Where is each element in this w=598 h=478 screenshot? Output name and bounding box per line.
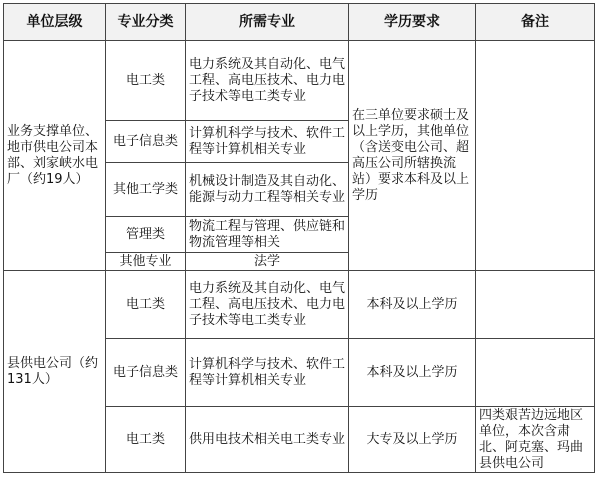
category-cell: 其他工学类 <box>106 163 186 217</box>
education-cell: 大专及以上学历 <box>349 407 476 473</box>
header-unit-level: 单位层级 <box>4 4 106 41</box>
category-cell: 其他专业 <box>106 253 186 271</box>
unit-level-cell: 业务支撑单位、地市供电公司本部、刘家峡水电厂（约19人） <box>4 41 106 271</box>
education-cell: 本科及以上学历 <box>349 339 476 407</box>
header-majors: 所需专业 <box>186 4 349 41</box>
category-cell: 管理类 <box>106 217 186 253</box>
remark-cell <box>476 271 595 339</box>
majors-cell: 供用电技术相关电工类专业 <box>186 407 349 473</box>
header-category: 专业分类 <box>106 4 186 41</box>
education-cell: 本科及以上学历 <box>349 271 476 339</box>
category-cell: 电工类 <box>106 407 186 473</box>
majors-cell: 法学 <box>186 253 349 271</box>
category-cell: 电工类 <box>106 41 186 121</box>
table-row <box>4 271 595 339</box>
majors-cell: 电力系统及其自动化、电气工程、高电压技术、电力电子技术等电工类专业 <box>186 271 349 339</box>
category-cell: 电工类 <box>106 271 186 339</box>
education-cell: 在三单位要求硕士及以上学历，其他单位（含送变电公司、超高压公司所辖换流站）要求本科及以上学历 <box>349 41 476 271</box>
header-education: 学历要求 <box>349 4 476 41</box>
category-cell: 电子信息类 <box>106 121 186 163</box>
header-remark: 备注 <box>476 4 595 41</box>
majors-cell: 物流工程与管理、供应链和物流管理等相关 <box>186 217 349 253</box>
category-cell: 电子信息类 <box>106 339 186 407</box>
recruitment-requirements-table <box>3 3 595 473</box>
unit-level-cell: 县供电公司（约131人） <box>4 271 106 473</box>
majors-cell: 计算机科学与技术、软件工程等计算机相关专业 <box>186 339 349 407</box>
remark-cell: 四类艰苦边远地区单位，本次含肃北、阿克塞、玛曲县供电公司 <box>476 407 595 473</box>
remark-cell <box>476 339 595 407</box>
majors-cell: 电力系统及其自动化、电气工程、高电压技术、电力电子技术等电工类专业 <box>186 41 349 121</box>
majors-cell: 机械设计制造及其自动化、能源与动力工程等相关专业 <box>186 163 349 217</box>
table-row <box>4 41 595 121</box>
majors-cell: 计算机科学与技术、软件工程等计算机相关专业 <box>186 121 349 163</box>
table-header-row <box>4 4 595 41</box>
remark-cell <box>476 41 595 271</box>
